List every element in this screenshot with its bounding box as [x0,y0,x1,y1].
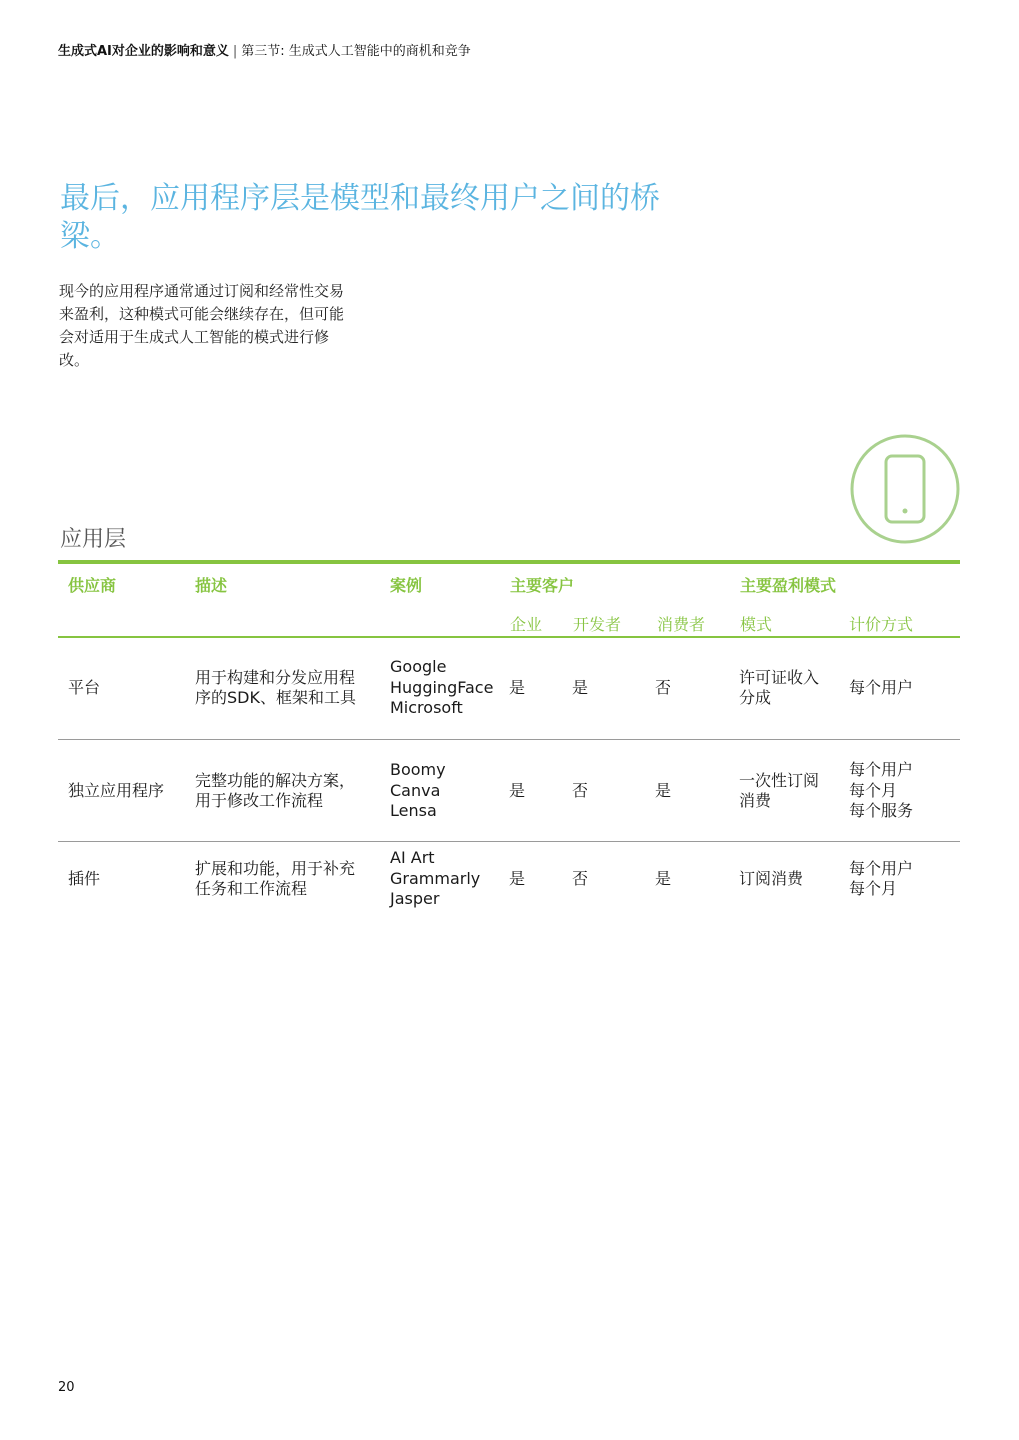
header-profit-model: 主要盈利模式 [740,576,837,595]
cell-enterprise: 是 [509,869,526,888]
example-item: Grammarly [390,868,481,888]
cell-vendor: 独立应用程序 [68,781,165,800]
headline: 最后，应用程序层是模型和最终用户之间的桥梁。 [60,181,660,254]
subheader-enterprise: 企业 [510,615,543,634]
header-description: 描述 [195,576,228,595]
pricing-line: 每个月 [849,879,898,898]
running-header [58,40,471,59]
cell-pricing [849,760,913,822]
pricing-line: 每个用户 [849,859,914,878]
cell-consumer: 是 [655,869,672,888]
pricing-line: 每个用户 [849,760,914,779]
subheader-pricing: 计价方式 [849,615,914,634]
table-top-rule [58,560,960,564]
mode-line: 消费 [739,791,772,810]
header-customers: 主要客户 [510,576,575,595]
cell-vendor: 平台 [68,678,101,697]
cell-enterprise: 是 [509,781,526,800]
cell-consumer: 否 [655,678,672,697]
subheader-mode: 模式 [740,615,773,634]
mode-line: 一次性订阅 [739,771,820,790]
description-line: 完整功能的解决方案， [195,771,356,790]
cell-pricing [849,678,913,698]
cell-enterprise: 是 [509,678,526,697]
mode-line: 订阅消费 [739,869,804,888]
smartphone-icon [850,434,960,544]
example-item: Lensa [390,801,437,820]
cell-description [195,859,355,899]
description-line: 扩展和功能，用于补充 [195,859,356,878]
example-item: Google [390,657,447,676]
cell-developer: 是 [572,678,589,697]
document-title: 生成式AI对企业的影响和意义 [58,44,229,59]
mode-line: 许可证收入 [739,668,820,687]
header-separator: | [232,44,238,59]
row-divider [58,841,960,842]
cell-vendor: 插件 [68,869,101,888]
cell-examples [390,848,480,910]
subheader-consumer: 消费者 [657,615,706,634]
cell-description [195,771,355,811]
example-item: Canva [390,780,441,800]
cell-mode [739,869,803,889]
cell-pricing [849,859,913,899]
cell-mode [739,668,819,708]
pricing-line: 每个月 [849,780,898,800]
cell-developer: 否 [572,781,589,800]
example-item: HuggingFace [390,677,494,697]
cell-description [195,668,356,708]
page-number: 20 [58,1380,75,1395]
row-divider [58,739,960,740]
cell-mode [739,771,819,811]
example-item: Jasper [390,889,440,908]
cell-examples [390,657,493,719]
pricing-line: 每个服务 [849,801,914,820]
intro-paragraph: 现今的应用程序通常通过订阅和经常性交易来盈利，这种模式可能会继续存在，但可能会对适用于生成式人工智能的模式进行修改。 [59,282,345,369]
description-line: 序的SDK、框架和工具 [195,688,356,707]
section-title-header: 第三节: 生成式人工智能中的商机和竞争 [241,44,471,59]
cell-developer: 否 [572,869,589,888]
example-item: Boomy [390,760,446,779]
pricing-line: 每个用户 [849,678,914,697]
description-line: 用于构建和分发应用程 [195,668,356,687]
description-line: 用于修改工作流程 [195,791,324,810]
subheader-developer: 开发者 [573,615,622,634]
example-item: AI Art [390,848,435,867]
cell-consumer: 是 [655,781,672,800]
cell-examples [390,760,446,822]
description-line: 任务和工作流程 [195,879,308,898]
header-examples: 案例 [390,576,423,595]
header-vendor: 供应商 [68,576,117,595]
example-item: Microsoft [390,698,463,717]
mode-line: 分成 [739,688,772,707]
section-title: 应用层 [60,527,127,552]
table-header-rule [58,636,960,638]
